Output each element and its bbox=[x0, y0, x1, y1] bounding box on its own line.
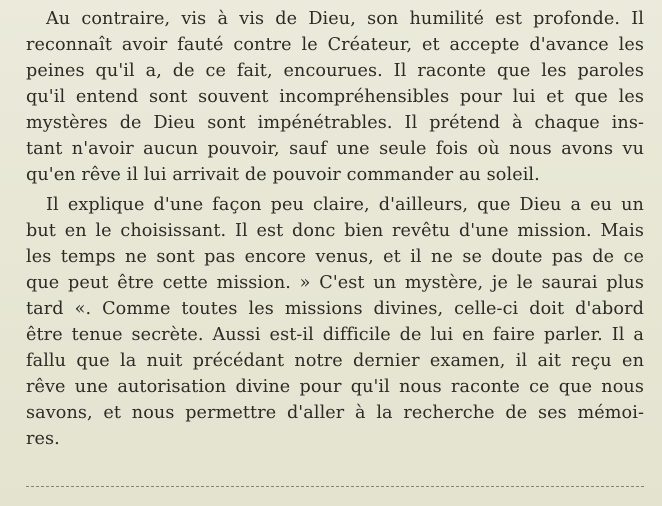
text-line: les temps ne sont pas encore venus, et il ne se doute pas de ce bbox=[26, 247, 644, 267]
text-line: qu'en rêve il lui arrivait de pouvoir commander au soleil. bbox=[26, 165, 540, 185]
text-line: qu'il entend sont souvent incompréhensibles pour lui et que les bbox=[26, 87, 644, 107]
text-line: savons, et nous permettre d'aller à la recherche de ses mémoi- bbox=[26, 403, 644, 423]
text-line: peines qu'il a, de ce fait, encourues. Il raconte que les paroles bbox=[26, 61, 644, 81]
text-line: but en le choisissant. Il est donc bien revêtu d'une mission. Mais bbox=[26, 221, 644, 241]
text-line: mystères de Dieu sont impénétrables. Il prétend à chaque ins- bbox=[26, 113, 644, 133]
text-line: être tenue secrète. Aussi est-il difficile de lui en faire parler. Il a bbox=[26, 325, 644, 345]
text-line: Il explique d'une façon peu claire, d'ailleurs, que Dieu a eu un bbox=[46, 195, 644, 215]
text-line: res. bbox=[26, 429, 60, 449]
text-line: rêve une autorisation divine pour qu'il nous raconte ce que nous bbox=[26, 377, 644, 397]
text-line: reconnaît avoir fauté contre le Créateur, et accepte d'avance les bbox=[26, 35, 644, 55]
text-line: Au contraire, vis à vis de Dieu, son humilité est profonde. Il bbox=[46, 9, 644, 29]
text-line: que peut être cette mission. » C'est un mystère, je le saurai plus bbox=[26, 273, 644, 293]
text-line: fallu que la nuit précédant notre dernier examen, il ait reçu en bbox=[26, 351, 644, 371]
text-line: tant n'avoir aucun pouvoir, sauf une seule fois où nous avons vu bbox=[26, 139, 644, 159]
footnote-divider bbox=[26, 486, 644, 487]
text-line: tard «. Comme toutes les missions divines, celle-ci doit d'abord bbox=[26, 299, 644, 319]
